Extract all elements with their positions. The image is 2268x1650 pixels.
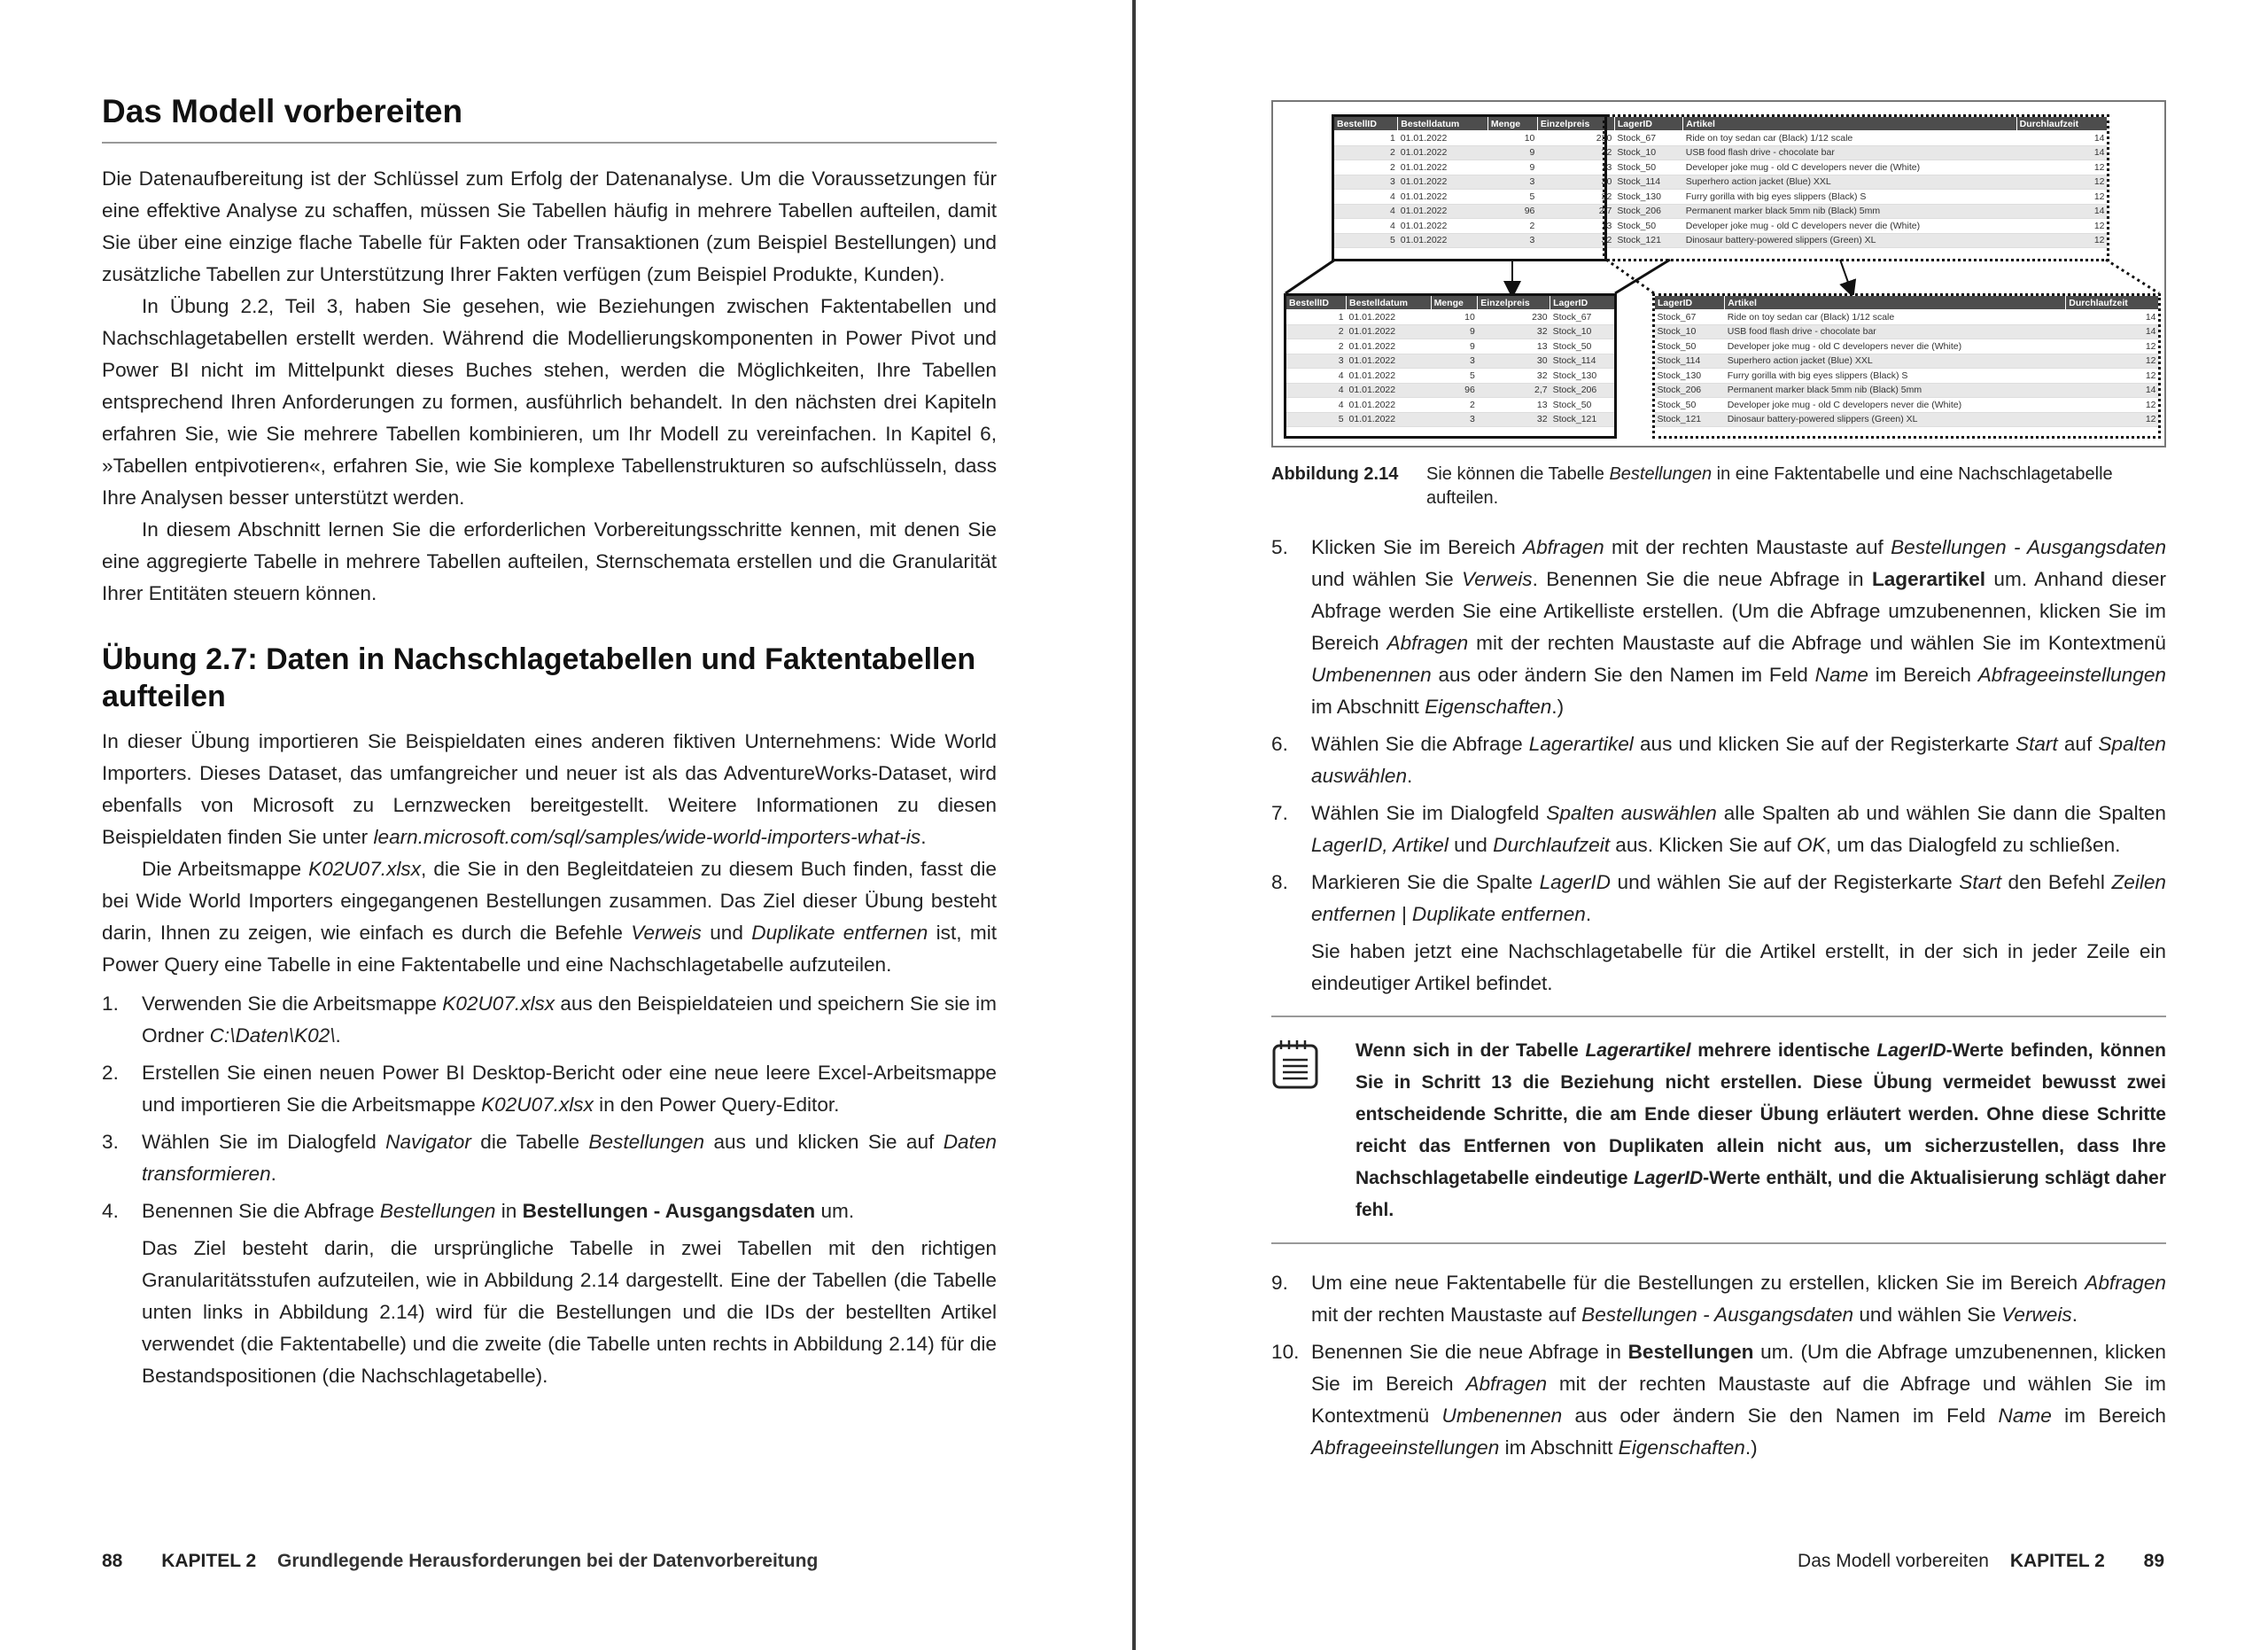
right-page-content-2 bbox=[1271, 1267, 2166, 1469]
source-table-header: Artikel bbox=[1683, 117, 2016, 131]
fact-columns-highlight bbox=[1332, 114, 1607, 261]
lookup-table-cell: 12 bbox=[2066, 412, 2159, 427]
fact-table-cell: Stock_206 bbox=[1550, 383, 1615, 398]
fact-table-cell: 01.01.2022 bbox=[1347, 339, 1432, 354]
source-table-cell: Superhero action jacket (Blue) XXL bbox=[1683, 175, 2016, 190]
source-table-cell: Stock_50 bbox=[1614, 219, 1682, 234]
source-table-cell: 5 bbox=[1334, 233, 1398, 248]
source-table-cell: 2 bbox=[1334, 160, 1398, 175]
fact-table-cell: 1 bbox=[1286, 310, 1347, 325]
right-page bbox=[1136, 0, 2268, 1650]
lookup-table-cell: 12 bbox=[2066, 398, 2159, 413]
fact-table-cell: Stock_130 bbox=[1550, 369, 1615, 384]
figure-caption bbox=[1271, 463, 2166, 510]
source-table-header: Bestelldatum bbox=[1398, 117, 1488, 131]
source-table-cell: 01.01.2022 bbox=[1398, 131, 1488, 146]
fact-table-cell: 01.01.2022 bbox=[1347, 398, 1432, 413]
source-table-cell: Developer joke mug - old C developers never die (White) bbox=[1683, 160, 2016, 175]
source-table-cell: 230 bbox=[1537, 131, 1614, 146]
caption-text: Sie können die Tabelle Bestellungen in eine Faktentabelle und eine Nachschlagetabelle aufteilen. bbox=[1426, 464, 2113, 508]
source-table-cell: 2,7 bbox=[1537, 204, 1614, 219]
fact-table-cell: 10 bbox=[1431, 310, 1478, 325]
source-table-cell: Dinosaur battery-powered slippers (Green) XL bbox=[1683, 233, 2016, 248]
right-page-content bbox=[1271, 532, 2166, 1005]
steps-list-right bbox=[1271, 532, 2166, 1000]
footer-chapter-right: KAPITEL 2 bbox=[2009, 1551, 2105, 1571]
source-table-header: Menge bbox=[1487, 117, 1537, 131]
note-box bbox=[1271, 1016, 2166, 1244]
lookup-table-cell: Stock_50 bbox=[1655, 398, 1725, 413]
source-table-cell: 12 bbox=[2016, 219, 2107, 234]
source-table-cell: 13 bbox=[1537, 219, 1614, 234]
fact-table-frame bbox=[1284, 293, 1617, 439]
source-table-cell: 01.01.2022 bbox=[1398, 219, 1488, 234]
source-table-cell: 14 bbox=[2016, 145, 2107, 160]
lookup-columns-highlight bbox=[1603, 114, 2109, 261]
source-table-cell: 96 bbox=[1487, 204, 1537, 219]
source-table-cell: 01.01.2022 bbox=[1398, 204, 1488, 219]
lookup-table-cell: Permanent marker black 5mm nib (Black) 5mm bbox=[1725, 383, 2066, 398]
heading-rule bbox=[102, 142, 997, 144]
source-table-cell: Stock_10 bbox=[1614, 145, 1682, 160]
footer-title-left: Grundlegende Herausforderungen bei der Datenvorbereitung bbox=[277, 1551, 819, 1571]
fact-table-cell: Stock_114 bbox=[1550, 354, 1615, 369]
fact-table-header: Menge bbox=[1431, 296, 1478, 310]
source-table-cell: 5 bbox=[1487, 190, 1537, 205]
lookup-table-cell: Stock_206 bbox=[1655, 383, 1725, 398]
step-4: 4. Benennen Sie die Abfrage Bestellungen in Bestellungen - Ausgangsdaten um. Das Ziel besteht darin, die ursprüngliche Tabelle in zwei Tabellen mit den richtigen Granularitätsstufen aufzuteilen, wie in Abbildung 2.14 dargestellt. Eine der Tabellen (die Tabelle unten links in Abbildung 2.14) wird für die Bestellungen und die IDs der bestellten Artikel verwendet (die Faktentabelle) und die zweite (die Tabelle unten rechts in Abbildung 2.14) für die Bestandspositionen (die Nachschlagetabelle). bbox=[102, 1195, 997, 1392]
fact-table-cell: 2 bbox=[1286, 339, 1347, 354]
fact-table-cell: Stock_50 bbox=[1550, 398, 1615, 413]
steps-list-right-2 bbox=[1271, 1267, 2166, 1464]
step-8-detail: Sie haben jetzt eine Nachschlagetabelle für die Artikel erstellt, in der sich in jeder Zeile ein eindeutiger Artikel befindet. bbox=[1311, 940, 2166, 994]
fact-table-cell: 13 bbox=[1478, 398, 1550, 413]
steps-list-left bbox=[102, 988, 997, 1392]
source-table-cell: 9 bbox=[1487, 145, 1537, 160]
lookup-table-cell: 12 bbox=[2066, 369, 2159, 384]
step-10: 10. Benennen Sie die neue Abfrage in Bestellungen um. (Um die Abfrage umzubenennen, klicken Sie im Bereich Abfragen mit der rechten Maustaste auf die Abfrage und wählen Sie im Kontextmenü Umbenennen aus oder ändern Sie den Namen im Feld Name im Bereich Abfrageeinstellungen im Abschnitt Eigenschaften.) bbox=[1271, 1341, 2166, 1459]
fact-table-header: Einzelpreis bbox=[1478, 296, 1550, 310]
source-table-header: BestellID bbox=[1334, 117, 1398, 131]
fact-table-cell: 32 bbox=[1478, 324, 1550, 339]
fact-table-cell: 01.01.2022 bbox=[1347, 354, 1432, 369]
fact-table-cell: 5 bbox=[1286, 412, 1347, 427]
source-table-cell: Developer joke mug - old C developers never die (White) bbox=[1683, 219, 2016, 234]
page-number-left: 88 bbox=[102, 1551, 123, 1571]
fact-table-cell: Stock_50 bbox=[1550, 339, 1615, 354]
lookup-table-cell: Developer joke mug - old C developers never die (White) bbox=[1725, 398, 2066, 413]
fact-table-cell: 2,7 bbox=[1478, 383, 1550, 398]
source-table-cell: Furry gorilla with big eyes slippers (Black) S bbox=[1683, 190, 2016, 205]
source-table-cell: Ride on toy sedan car (Black) 1/12 scale bbox=[1683, 131, 2016, 146]
lookup-table-frame bbox=[1652, 293, 2161, 439]
source-table-cell: 4 bbox=[1334, 204, 1398, 219]
step-7: 7. Wählen Sie im Dialogfeld Spalten auswählen alle Spalten ab und wählen Sie dann die Spalten LagerID, Artikel und Durchlaufzeit aus. Klicken Sie auf OK, um das Dialogfeld zu schließen. bbox=[1271, 802, 2166, 856]
source-table-cell: Stock_206 bbox=[1614, 204, 1682, 219]
source-table-cell: 3 bbox=[1487, 233, 1537, 248]
source-table-cell: 2 bbox=[1487, 219, 1537, 234]
lookup-table-cell: Stock_114 bbox=[1655, 354, 1725, 369]
source-table-cell: Stock_130 bbox=[1614, 190, 1682, 205]
fact-table-cell: 01.01.2022 bbox=[1347, 412, 1432, 427]
source-table-header: LagerID bbox=[1614, 117, 1682, 131]
fact-table-cell: 30 bbox=[1478, 354, 1550, 369]
fact-table-cell: 4 bbox=[1286, 383, 1347, 398]
lookup-table-cell: Stock_121 bbox=[1655, 412, 1725, 427]
fact-table-cell: 9 bbox=[1431, 339, 1478, 354]
fact-table-cell: 32 bbox=[1478, 412, 1550, 427]
source-table-cell: Stock_50 bbox=[1614, 160, 1682, 175]
source-table-cell: 12 bbox=[2016, 190, 2107, 205]
section-heading: Das Modell vorbereiten bbox=[102, 93, 463, 129]
step-9: 9. Um eine neue Faktentabelle für die Bestellungen zu erstellen, klicken Sie im Bereich Abfragen mit der rechten Maustaste auf Bestellungen - Ausgangsdaten und wählen Sie Verweis. bbox=[1271, 1272, 2166, 1326]
lookup-table-header: LagerID bbox=[1655, 296, 1725, 310]
source-table-cell: 10 bbox=[1487, 131, 1537, 146]
lookup-table-cell: 14 bbox=[2066, 310, 2159, 325]
fact-table-cell: 01.01.2022 bbox=[1347, 310, 1432, 325]
fact-table-cell: 4 bbox=[1286, 369, 1347, 384]
fact-table-cell: 9 bbox=[1431, 324, 1478, 339]
paragraph-4: In dieser Übung importieren Sie Beispieldaten eines anderen fiktiven Unternehmens: Wide World Importers. Dieses Dataset, das umfangreicher und neuer ist als das AdventureWorks-Dataset, wird ebenfalls von Microsoft zu Lernzwecken bereitgestellt. Weitere Informationen zu diesen Beispieldaten finden Sie unter learn.microsoft.com/sql/samples/wide-world-importers-what-is. bbox=[102, 730, 997, 849]
source-table-cell: 9 bbox=[1487, 160, 1537, 175]
lookup-table-cell: Stock_50 bbox=[1655, 339, 1725, 354]
fact-table-header: Bestelldatum bbox=[1347, 296, 1432, 310]
step-6: 6. Wählen Sie die Abfrage Lagerartikel aus und klicken Sie auf der Registerkarte Start auf Spalten auswählen. bbox=[1271, 733, 2166, 787]
fact-table-cell: 01.01.2022 bbox=[1347, 324, 1432, 339]
source-table-cell: 01.01.2022 bbox=[1398, 190, 1488, 205]
source-table-cell: 01.01.2022 bbox=[1398, 145, 1488, 160]
lookup-table-cell: Stock_10 bbox=[1655, 324, 1725, 339]
fact-table-cell: 3 bbox=[1431, 412, 1478, 427]
source-table-cell: Stock_114 bbox=[1614, 175, 1682, 190]
paragraph-5: Die Arbeitsmappe K02U07.xlsx, die Sie in den Begleitdateien zu diesem Buch finden, fasst die bei Wide World Importers eingegangenen Bestellungen zusammen. Das Ziel dieser Übung besteht darin, Ihnen zu zeigen, wie einfach es durch die Befehle Verweis und Duplikate entfernen ist, mit Power Query eine Tabelle in eine Faktentabelle und eine Nachschlagetabelle aufzuteilen. bbox=[102, 858, 997, 977]
fact-table-cell: 4 bbox=[1286, 398, 1347, 413]
note-text: Wenn sich in der Tabelle Lagerartikel mehrere identische LagerID-Werte befinden, können Sie in Schritt 13 die Beziehung nicht erstellen. Diese Übung vermeidet bewusst zwei entscheidende Schritte, die am Ende dieser Übung erläutert werden. Ohne diese Schritte reicht das Entfernen von Duplikaten allein nicht aus, um sicherzustellen, dass Ihre Nachschlagetabelle eindeutige LagerID-Werte enthält, und die Aktualisierung schlägt daher fehl. bbox=[1355, 1040, 2167, 1220]
source-table-cell: 01.01.2022 bbox=[1398, 175, 1488, 190]
lookup-table-cell: Superhero action jacket (Blue) XXL bbox=[1725, 354, 2066, 369]
step-2: 2. Erstellen Sie einen neuen Power BI Desktop-Bericht oder eine neue leere Excel-Arbeitsmappe und importieren Sie die Arbeitsmappe K02U07.xlsx in den Power Query-Editor. bbox=[102, 1062, 997, 1117]
source-table-cell: Stock_121 bbox=[1614, 233, 1682, 248]
fact-table-cell: 96 bbox=[1431, 383, 1478, 398]
lookup-table-cell: 14 bbox=[2066, 324, 2159, 339]
fact-table-cell: 01.01.2022 bbox=[1347, 383, 1432, 398]
source-table-cell: 1 bbox=[1334, 131, 1398, 146]
lookup-table-cell: Stock_67 bbox=[1655, 310, 1725, 325]
source-table-cell: 2 bbox=[1334, 145, 1398, 160]
source-table-header: Einzelpreis bbox=[1537, 117, 1614, 131]
source-table-cell: 3 bbox=[1487, 175, 1537, 190]
paragraph-1: Die Datenaufbereitung ist der Schlüssel zum Erfolg der Datenanalyse. Um die Voraussetzungen für eine effektive Analyse zu schaffen, müssen Sie Tabellen häufig in mehrere Tabellen aufteilen, damit Sie über eine einzige flache Tabelle für Fakten oder Transaktionen (zum Beispiel Bestellungen) und zusätzliche Tabellen zur Unterstützung Ihrer Fakten verfügen (zum Beispiel Produkte, Kunden). bbox=[102, 167, 997, 286]
caption-label: Abbildung 2.14 bbox=[1271, 464, 1399, 484]
figure-2-14 bbox=[1271, 100, 2166, 448]
exercise-heading: Übung 2.7: Daten in Nachschlagetabellen und Faktentabellen aufteilen bbox=[102, 642, 976, 713]
source-table-cell: 14 bbox=[2016, 204, 2107, 219]
lookup-table-cell: Dinosaur battery-powered slippers (Green) XL bbox=[1725, 412, 2066, 427]
lookup-table-cell: 12 bbox=[2066, 339, 2159, 354]
reference-link: learn.microsoft.com/sql/samples/wide-world-importers-what-is bbox=[373, 826, 921, 849]
source-table-cell: 01.01.2022 bbox=[1398, 160, 1488, 175]
source-table-cell: 4 bbox=[1334, 219, 1398, 234]
fact-table-cell: 2 bbox=[1431, 398, 1478, 413]
source-table-cell: 13 bbox=[1537, 160, 1614, 175]
lookup-table-header: Durchlaufzeit bbox=[2066, 296, 2159, 310]
fact-table-cell: 01.01.2022 bbox=[1347, 369, 1432, 384]
source-table-cell: Stock_67 bbox=[1614, 131, 1682, 146]
fact-table-cell: 230 bbox=[1478, 310, 1550, 325]
step-4-detail: Das Ziel besteht darin, die ursprüngliche Tabelle in zwei Tabellen mit den richtigen Granularitätsstufen aufzuteilen, wie in Abbildung 2.14 dargestellt. Eine der Tabellen (die Tabelle unten links in Abbildung 2.14) wird für die Bestellungen und die IDs der bestellten Artikel verwendet (die Faktentabelle) und die zweite (die Tabelle unten rechts in Abbildung 2.14) für die Bestandspositionen (die Nachschlagetabelle). bbox=[142, 1237, 997, 1388]
source-table-cell: 12 bbox=[2016, 160, 2107, 175]
fact-table-cell: 2 bbox=[1286, 324, 1347, 339]
source-table-cell: 32 bbox=[1537, 233, 1614, 248]
source-table-cell: 30 bbox=[1537, 175, 1614, 190]
fact-table-header: LagerID bbox=[1550, 296, 1615, 310]
source-table-cell: USB food flash drive - chocolate bar bbox=[1683, 145, 2016, 160]
right-footer bbox=[1798, 1551, 2164, 1572]
fact-table-cell: 5 bbox=[1431, 369, 1478, 384]
step-5: 5. Klicken Sie im Bereich Abfragen mit der rechten Maustaste auf Bestellungen - Ausgangsdaten und wählen Sie Verweis. Benennen Sie die neue Abfrage in Lagerartikel um. Anhand dieser Abfrage werden Sie eine Artikelliste erstellen. (Um die Abfrage umzubenennen, klicken Sie im Bereich Abfragen mit der rechten Maustaste auf die Abfrage und wählen Sie im Kontextmenü Umbenennen aus oder ändern Sie den Namen im Feld Name im Bereich Abfrageeinstellungen im Abschnitt Eigenschaften.) bbox=[1271, 536, 2167, 718]
step-8: 8. Markieren Sie die Spalte LagerID und wählen Sie auf der Registerkarte Start den Befehl Zeilen entfernen | Duplikate entfernen. Sie haben jetzt eine Nachschlagetabelle für die Artikel erstellt, in der sich in jeder Zeile ein eindeutiger Artikel befindet. bbox=[1271, 867, 2166, 1000]
left-page bbox=[0, 0, 1132, 1650]
source-table-cell: Permanent marker black 5mm nib (Black) 5mm bbox=[1683, 204, 2016, 219]
fact-table-cell: 13 bbox=[1478, 339, 1550, 354]
left-page-content bbox=[102, 92, 997, 1397]
source-table-cell: 32 bbox=[1537, 145, 1614, 160]
source-table-cell: 12 bbox=[2016, 233, 2107, 248]
fact-table-header: BestellID bbox=[1286, 296, 1347, 310]
page-number-right: 89 bbox=[2143, 1551, 2164, 1571]
notepad-icon bbox=[1271, 1039, 1319, 1090]
fact-table-cell: 3 bbox=[1286, 354, 1347, 369]
lookup-table-cell: Furry gorilla with big eyes slippers (Black) S bbox=[1725, 369, 2066, 384]
lookup-table-cell: Stock_130 bbox=[1655, 369, 1725, 384]
left-footer bbox=[102, 1551, 818, 1572]
fact-table-cell: Stock_67 bbox=[1550, 310, 1615, 325]
lookup-table-cell: Developer joke mug - old C developers never die (White) bbox=[1725, 339, 2066, 354]
source-table-cell: 14 bbox=[2016, 131, 2107, 146]
lookup-table-cell: 14 bbox=[2066, 383, 2159, 398]
paragraph-3: In diesem Abschnitt lernen Sie die erforderlichen Vorbereitungsschritte kennen, mit denen Sie eine aggregierte Tabelle in mehrere Tabellen aufteilen, Sternschemata erstellen und die Granularität Ihrer Entitäten steuern können. bbox=[102, 518, 997, 605]
fact-table-cell: Stock_121 bbox=[1550, 412, 1615, 427]
source-table-header: Durchlaufzeit bbox=[2016, 117, 2107, 131]
lookup-table-header: Artikel bbox=[1725, 296, 2066, 310]
paragraph-2: In Übung 2.2, Teil 3, haben Sie gesehen, wie Beziehungen zwischen Faktentabellen und Nachschlagetabellen erstellt werden. Während die Modellierungskomponenten in Power Pivot und Power BI nicht im Mittelpunkt dieses Buches stehen, werden die Möglichkeiten, Ihre Tabellen entsprechend Ihren Anforderungen zu formen, ausführlich behandelt. In den nächsten drei Kapiteln erfahren Sie, wie Sie mehrere Tabellen kombinieren, um Ihr Modell zu vereinfachen. In Kapitel 6, »Tabellen entpivotieren«, erfahren Sie, wie Sie komplexe Tabellenstrukturen so aufschlüsseln, dass Ihre Analysen besser unterstützt werden. bbox=[102, 295, 997, 510]
step-1: 1. Verwenden Sie die Arbeitsmappe K02U07.xlsx aus den Beispieldateien und speichern Sie sie im Ordner C:\Daten\K02\. bbox=[102, 992, 997, 1047]
fact-table-cell: Stock_10 bbox=[1550, 324, 1615, 339]
footer-chapter-left: KAPITEL 2 bbox=[161, 1551, 257, 1571]
source-table-cell: 32 bbox=[1537, 190, 1614, 205]
step-3: 3. Wählen Sie im Dialogfeld Navigator die Tabelle Bestellungen aus und klicken Sie auf Daten transformieren. bbox=[102, 1131, 997, 1186]
fact-table-cell: 3 bbox=[1431, 354, 1478, 369]
source-table-cell: 4 bbox=[1334, 190, 1398, 205]
lookup-table-cell: Ride on toy sedan car (Black) 1/12 scale bbox=[1725, 310, 2066, 325]
footer-title-right: Das Modell vorbereiten bbox=[1798, 1551, 1989, 1571]
source-table-cell: 12 bbox=[2016, 175, 2107, 190]
lookup-table-cell: USB food flash drive - chocolate bar bbox=[1725, 324, 2066, 339]
source-table-cell: 3 bbox=[1334, 175, 1398, 190]
fact-table-cell: 32 bbox=[1478, 369, 1550, 384]
source-table-cell: 01.01.2022 bbox=[1398, 233, 1488, 248]
lookup-table-cell: 12 bbox=[2066, 354, 2159, 369]
